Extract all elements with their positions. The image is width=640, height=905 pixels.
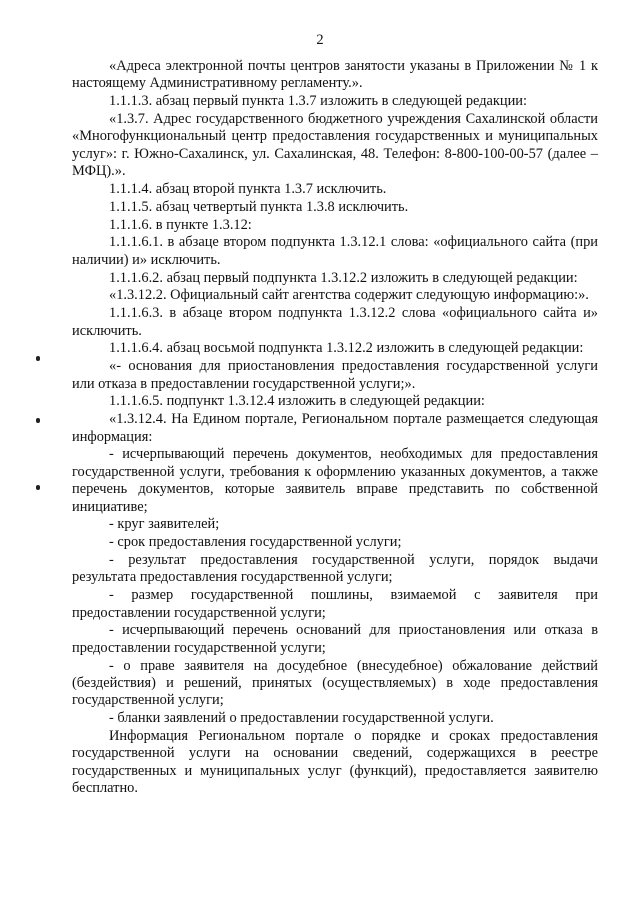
margin-mark [36, 356, 40, 361]
list-item: - о праве заявителя на досудебное (внесудебное) обжалование действий (бездействия) и решений, принятых (осуществляемых) в ходе предоставления государственной услуги; [72, 657, 598, 709]
paragraph: «- основания для приостановления предоставления государственной услуги или отказа в предоставлении государственной услуги;». [72, 358, 598, 392]
paragraph: 1.1.1.4. абзац второй пункта 1.3.7 исключить. [109, 181, 387, 198]
paragraph: 1.1.1.6.1. в абзаце втором подпункта 1.3.12.1 слова: «официального сайта (при наличии) и» исключить. [72, 234, 598, 268]
paragraph: «Адреса электронной почты центров занятости указаны в Приложении № 1 к настоящему Административному регламенту.». [72, 58, 598, 92]
list-item: - результат предоставления государственной услуги, порядок выдачи результата предоставления государственной услуги; [72, 552, 598, 586]
paragraph: 1.1.1.6.2. абзац первый подпункта 1.3.12.2 изложить в следующей редакции: [109, 269, 578, 286]
margin-mark [36, 418, 40, 423]
list-item: - исчерпывающий перечень оснований для приостановления или отказа в предоставлении государственной услуги; [72, 622, 598, 656]
paragraph: Информация Региональном портале о порядке и сроках предоставления государственной услуги на основании сведений, содержащихся в реестре государственных и муниципальных услуг (функций), предоставляется заявителю бесплатно. [72, 728, 598, 797]
paragraph: 1.1.1.3. абзац первый пункта 1.3.7 изложить в следующей редакции: [109, 93, 528, 110]
paragraph: «1.3.7. Адрес государственного бюджетного учреждения Сахалинской области «Многофункциональный центр предоставления государственных и муниципальных услуг»: г. Южно-Сахалинск, ул. Сахалинская, 48. Телефон: 8-800-100-00-57 (далее – МФЦ).». [72, 111, 598, 180]
paragraph: 1.1.1.6.4. абзац восьмой подпункта 1.3.12.2 изложить в следующей редакции: [109, 340, 584, 357]
document-body [72, 58, 598, 798]
list-item: - круг заявителей; [109, 516, 220, 533]
paragraph: 1.1.1.5. абзац четвертый пункта 1.3.8 исключить. [109, 198, 409, 215]
paragraph: 1.1.1.6.5. подпункт 1.3.12.4 изложить в следующей редакции: [109, 393, 485, 410]
list-item: - срок предоставления государственной услуги; [109, 534, 402, 551]
margin-mark [36, 485, 40, 490]
paragraph: «1.3.12.2. Официальный сайт агентства содержит следующую информацию:». [109, 287, 589, 304]
list-item: - размер государственной пошлины, взимаемой с заявителя при предоставлении государственной услуги; [72, 587, 598, 621]
list-item: - исчерпывающий перечень документов, необходимых для предоставления государственной услуги, требования к оформлению указанных документов, а также перечень документов, которые заявитель вправе представить по собственной инициативе; [72, 446, 598, 515]
paragraph: 1.1.1.6.3. в абзаце втором подпункта 1.3.12.2 слова «официального сайта и» исключить. [72, 305, 598, 339]
list-item: - бланки заявлений о предоставлении государственной услуги. [109, 710, 494, 727]
paragraph: 1.1.1.6. в пункте 1.3.12: [109, 216, 252, 233]
page-number: 2 [316, 32, 324, 48]
paragraph: «1.3.12.4. На Едином портале, Региональном портале размещается следующая информация: [72, 411, 598, 445]
